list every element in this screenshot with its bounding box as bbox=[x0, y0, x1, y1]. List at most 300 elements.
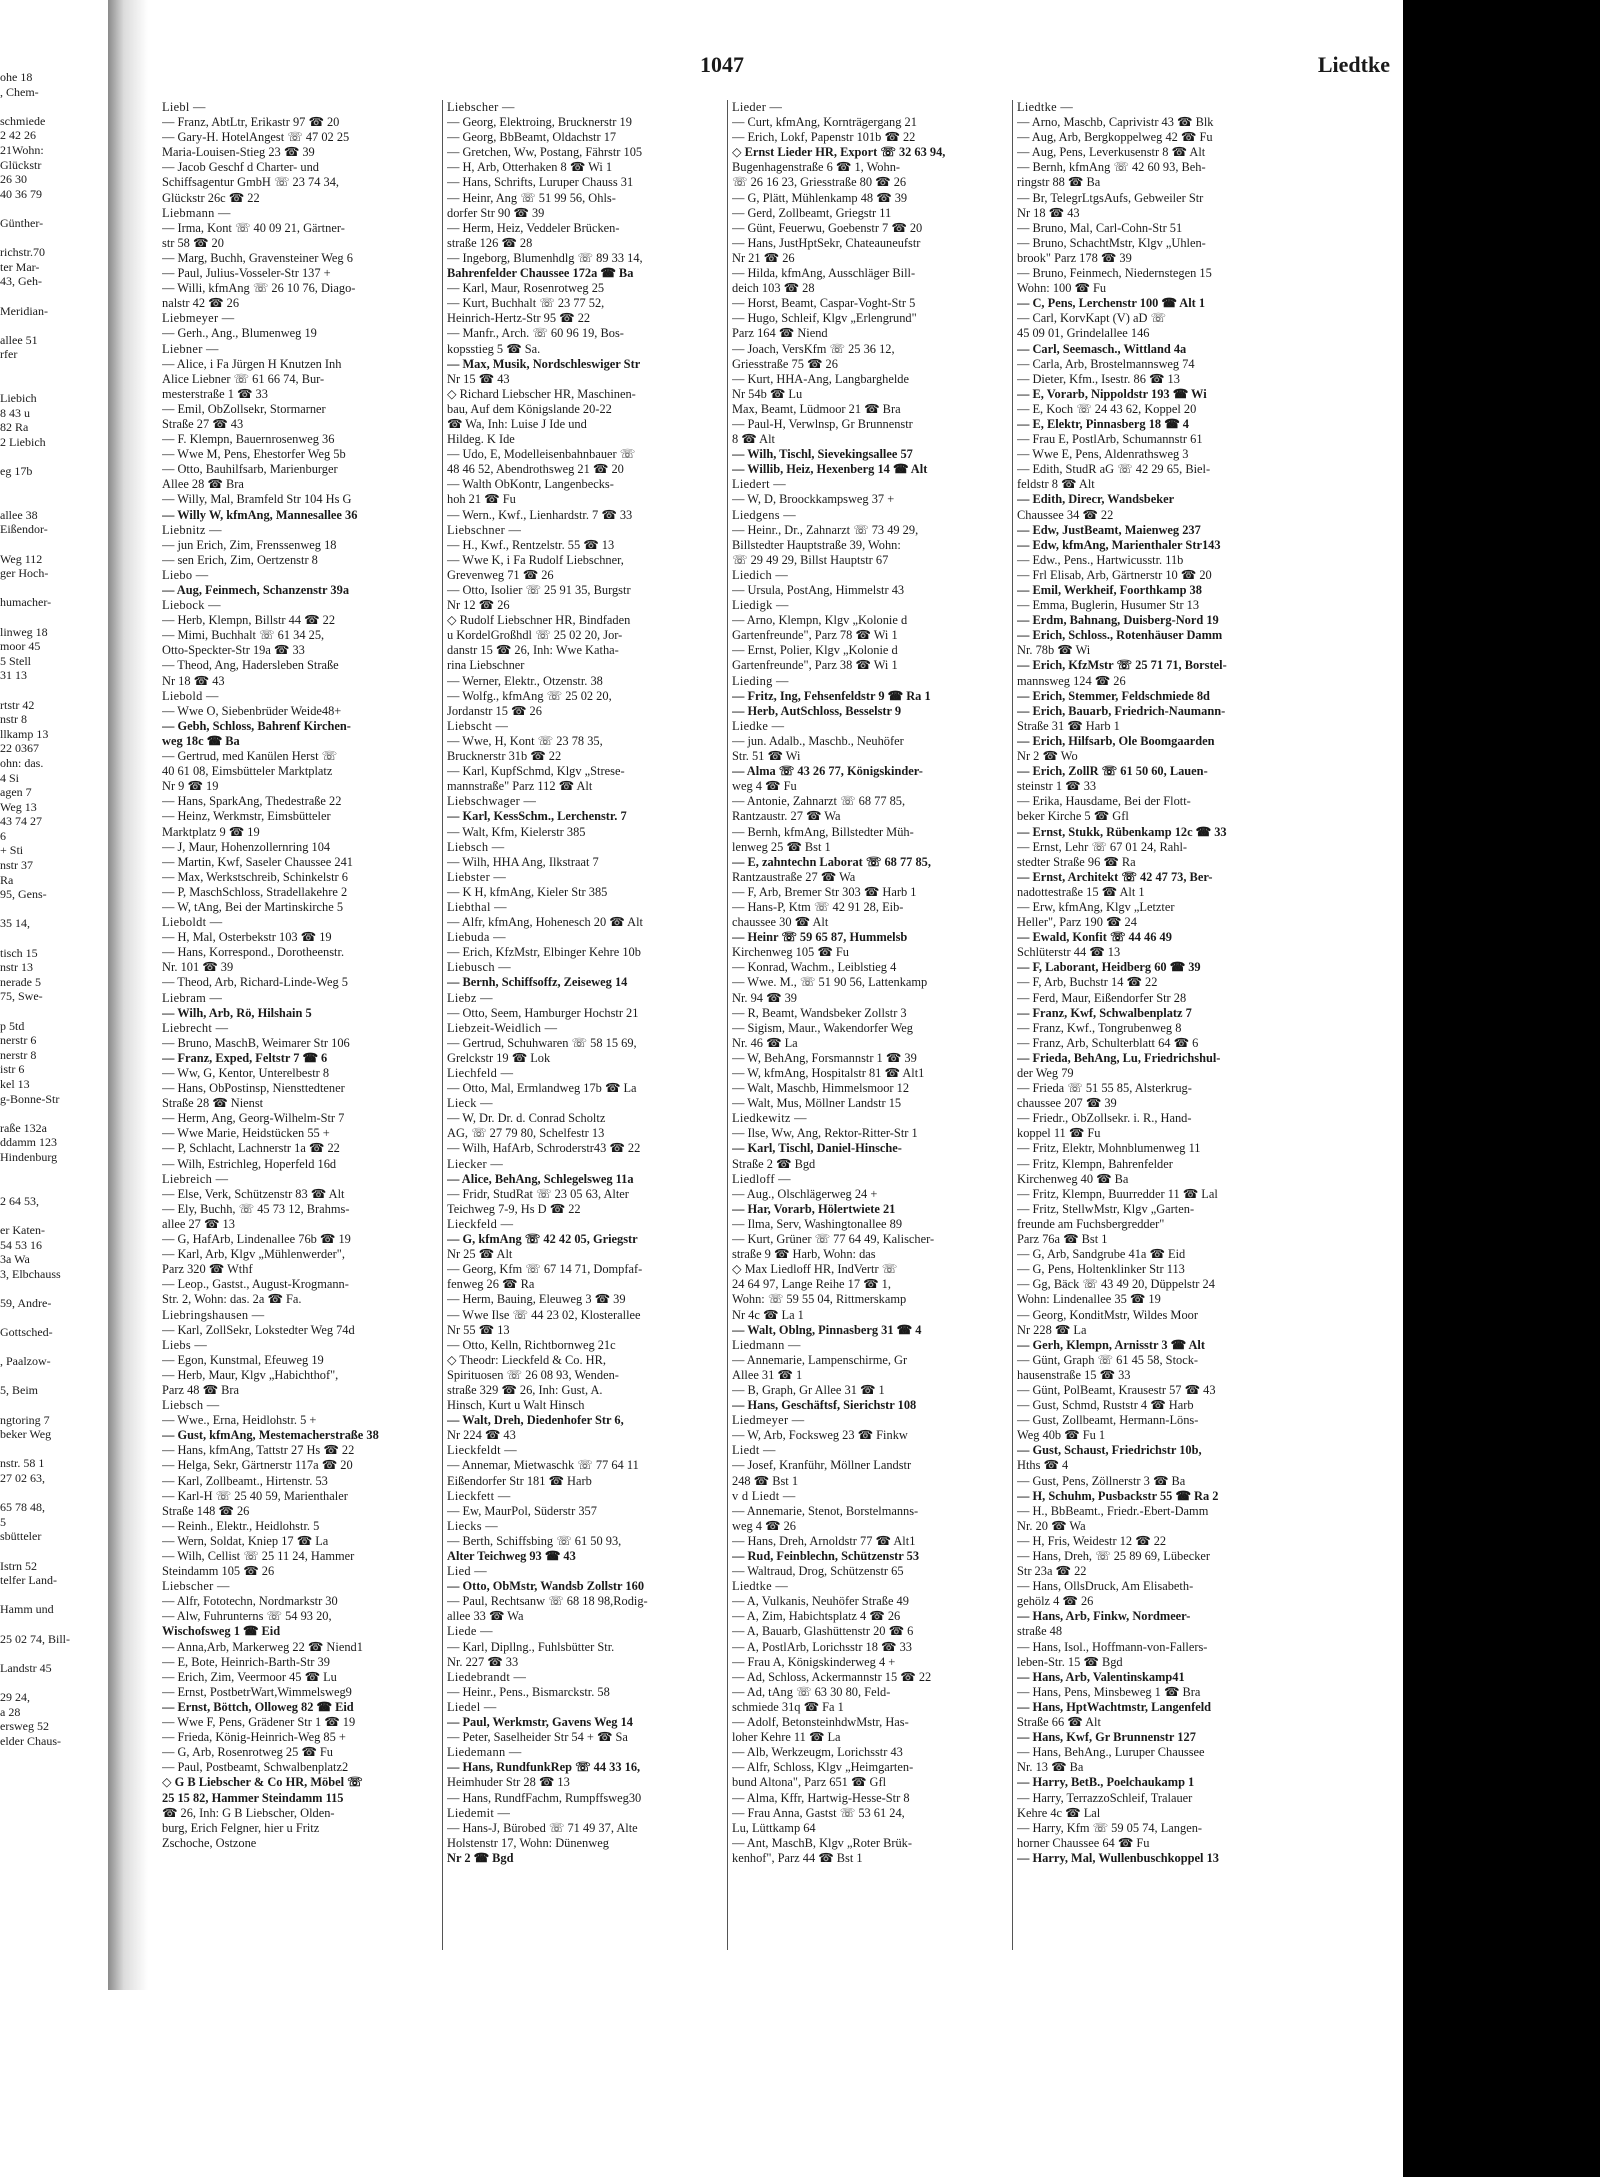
directory-entry-line: — Ernst, Böttch, Olloweg 82 ☎ Eid bbox=[162, 1699, 354, 1714]
directory-entry-line: 25 15 82, Hammer Steindamm 115 bbox=[162, 1790, 344, 1805]
previous-page-line: 26 30 bbox=[0, 172, 27, 187]
directory-entry-line: kopsstieg 5 ☎ Sa. bbox=[447, 341, 541, 356]
previous-page-line: Hamm und bbox=[0, 1602, 54, 1617]
directory-entry-line: Griesstraße 75 ☎ 26 bbox=[732, 356, 838, 371]
directory-entry-line: — Br, TelegrLtgsAufs, Gebweiler Str bbox=[1017, 190, 1204, 205]
surname-heading: Liebsch — bbox=[447, 839, 505, 854]
directory-entry-line: str 58 ☎ 20 bbox=[162, 235, 224, 250]
directory-entry-line: schmiede 31q ☎ Fa 1 bbox=[732, 1699, 844, 1714]
directory-entry-line: — Fritz, Klempn, Buurredder 11 ☎ Lal bbox=[1017, 1186, 1218, 1201]
surname-heading: Liebmeyer — bbox=[162, 311, 235, 326]
directory-entry-line: chaussee 207 ☎ 39 bbox=[1017, 1096, 1117, 1111]
directory-entry-line: — Leop., Gastst., August-Krogmann- bbox=[162, 1277, 349, 1292]
directory-entry-line: — Ad, tAng ☏ 63 30 80, Feld- bbox=[732, 1684, 891, 1699]
surname-heading: Liebnitz — bbox=[162, 522, 222, 537]
surname-heading: Lieckfeldt — bbox=[447, 1443, 517, 1458]
directory-entry-line: mannstraße" Parz 112 ☎ Alt bbox=[447, 779, 593, 794]
directory-entry-line: — Fritz, StellwMstr, Klgv „Garten- bbox=[1017, 1201, 1195, 1216]
previous-page-line: Landstr 45 bbox=[0, 1660, 52, 1675]
directory-entry-line: brook" Parz 178 ☎ 39 bbox=[1017, 250, 1132, 265]
directory-entry-line: — Emma, Buglerin, Husumer Str 13 bbox=[1017, 598, 1200, 613]
directory-entry-line: 8 ☎ Alt bbox=[732, 432, 775, 447]
directory-entry-line: — Frieda, BehAng, Lu, Friedrichshul- bbox=[1017, 1050, 1221, 1065]
directory-entry-line: — Wilh, Arb, Rö, Hilshain 5 bbox=[162, 1005, 312, 1020]
directory-entry-line: — Frieda, König-Heinrich-Weg 85 + bbox=[162, 1730, 346, 1745]
directory-entry-line: steinstr 1 ☎ 33 bbox=[1017, 779, 1097, 794]
directory-entry-line: — Franz, AbtLtr, Erikastr 97 ☎ 20 bbox=[162, 115, 340, 130]
directory-entry-line: — Arno, Maschb, Caprivistr 43 ☎ Blk bbox=[1017, 115, 1214, 130]
directory-entry-line: Rantzaustraße 27 ☎ Wa bbox=[732, 869, 856, 884]
previous-page-line bbox=[0, 537, 110, 552]
column-rule bbox=[727, 100, 728, 1950]
previous-page-line: linweg 18 bbox=[0, 624, 48, 639]
directory-entry-line: — Joach, VersKfm ☏ 25 36 12, bbox=[732, 341, 895, 356]
directory-entry-line: — Otto, Isolier ☏ 25 91 35, Burgstr bbox=[447, 583, 631, 597]
directory-entry-line: der Weg 79 bbox=[1017, 1066, 1074, 1080]
previous-page-line: Gottsched- bbox=[0, 1325, 53, 1340]
previous-page-line bbox=[0, 1442, 110, 1457]
surname-heading: Liebscher — bbox=[447, 100, 515, 114]
directory-entry-line: — Konrad, Wachm., Leiblstieg 4 bbox=[732, 960, 897, 975]
directory-entry-line: — Ilse, Ww, Ang, Rektor-Ritter-Str 1 bbox=[732, 1126, 918, 1141]
directory-entry-line: — C, Pens, Lerchenstr 100 ☎ Alt 1 bbox=[1017, 296, 1206, 311]
previous-page-line bbox=[0, 449, 110, 464]
previous-page-line: ohe 18 bbox=[0, 70, 33, 84]
directory-entry-line: — Herm, Heiz, Veddeler Brücken- bbox=[447, 220, 620, 235]
directory-entry-line: Allee 28 ☎ Bra bbox=[162, 477, 244, 492]
directory-entry-line: koppel 11 ☎ Fu bbox=[1017, 1126, 1101, 1141]
directory-entry-line: ☏ 26 16 23, Griesstraße 80 ☎ 26 bbox=[732, 175, 907, 190]
directory-entry-line: — Wwe Ilse ☏ 44 23 02, Klosterallee bbox=[447, 1307, 641, 1322]
directory-entry-line: — Otto, Mal, Ermlandweg 17b ☎ La bbox=[447, 1081, 637, 1096]
directory-entry-line: — E, Koch ☏ 24 43 62, Koppel 20 bbox=[1017, 401, 1197, 416]
directory-entry-line: Nr 25 ☎ Alt bbox=[447, 1247, 513, 1262]
directory-entry-line: — Hans, Schrifts, Luruper Chauss 31 bbox=[447, 175, 634, 190]
previous-page-line bbox=[0, 289, 110, 304]
directory-entry-line: — Herb, AutSchloss, Besselstr 9 bbox=[732, 703, 902, 718]
directory-entry-line: — Georg, Elektroing, Brucknerstr 19 bbox=[447, 115, 632, 130]
directory-entry-line: stedter Straße 96 ☎ Ra bbox=[1017, 854, 1136, 869]
directory-entry-line: Nr. 101 ☎ 39 bbox=[162, 960, 234, 975]
previous-page-line: nerade 5 bbox=[0, 974, 41, 989]
directory-entry-line: — Martin, Kwf, Saseler Chaussee 241 bbox=[162, 854, 353, 869]
directory-entry-line: — Hans, RundfFachm, Rumpffsweg30 bbox=[447, 1790, 642, 1805]
surname-heading: Liedtke — bbox=[732, 1579, 789, 1594]
directory-entry-line: ringstr 88 ☎ Ba bbox=[1017, 175, 1101, 190]
directory-entry-line: — Walth ObKontr, Langenbecks- bbox=[447, 477, 614, 492]
surname-heading: Liedloff — bbox=[732, 1171, 791, 1186]
surname-heading: Lieckfeld — bbox=[447, 1216, 514, 1231]
directory-entry-line: — Heinr., Pens., Bismarckstr. 58 bbox=[447, 1684, 610, 1699]
previous-page-line: richstr.70 bbox=[0, 245, 45, 260]
directory-entry-line: — H., BbBeamt., Friedr.-Ebert-Damm bbox=[1017, 1503, 1209, 1518]
directory-entry-line: — Karl, KessSchm., Lerchenstr. 7 bbox=[447, 809, 627, 824]
previous-page-line: 3, Elbchauss bbox=[0, 1266, 61, 1281]
directory-entry-line: danstr 15 ☎ 26, Inh: Wwe Katha- bbox=[447, 643, 619, 658]
column-rule bbox=[442, 100, 443, 1950]
directory-entry-line: — Karl, Maur, Rosenrotweg 25 bbox=[447, 281, 605, 296]
directory-entry-line: 40 61 08, Eimsbütteler Marktplatz bbox=[162, 764, 333, 779]
directory-entry-line: — H, Mal, Osterbekstr 103 ☎ 19 bbox=[162, 930, 332, 945]
directory-entry-line: Nr 2 ☎ Bgd bbox=[447, 1850, 514, 1865]
surname-heading: Lieck — bbox=[447, 1096, 493, 1111]
previous-page-line: humacher- bbox=[0, 595, 52, 610]
directory-entry-line: — F, Laborant, Heidberg 60 ☎ 39 bbox=[1017, 960, 1201, 975]
directory-entry-line: — Anna,Arb, Markerweg 22 ☎ Niend1 bbox=[162, 1639, 363, 1654]
directory-entry-line: Wohn: 100 ☎ Fu bbox=[1017, 281, 1107, 296]
directory-entry-line: — Alice, i Fa Jürgen H Knutzen Inh bbox=[162, 356, 342, 371]
previous-page-line: 6 bbox=[0, 828, 6, 843]
directory-entry-line: Nr. 13 ☎ Ba bbox=[1017, 1760, 1084, 1775]
directory-entry-line: — Wwe., Erna, Heidlohstr. 5 + bbox=[162, 1413, 317, 1428]
directory-entry-line: — Gust, Zollbeamt, Hermann-Löns- bbox=[1017, 1413, 1199, 1428]
directory-entry-line: — Heinr ☏ 59 65 87, Hummelsb bbox=[732, 930, 908, 945]
directory-entry-line: — jun. Adalb., Maschb., Neuhöfer bbox=[732, 733, 904, 748]
directory-entry-line: — Dieter, Kfm., Isestr. 86 ☎ 13 bbox=[1017, 371, 1180, 386]
previous-page-line: 5 Stell bbox=[0, 653, 32, 668]
directory-entry-line: — Arno, Klempn, Klgv „Kolonie d bbox=[732, 613, 908, 628]
previous-page-line bbox=[0, 1340, 110, 1355]
directory-entry-line: — Ilma, Serv, Washingtonallee 89 bbox=[732, 1216, 903, 1231]
previous-page-line: 25 02 74, Bill- bbox=[0, 1631, 71, 1646]
directory-entry-line: Nr 15 ☎ 43 bbox=[447, 371, 510, 386]
surname-heading: Liebl — bbox=[162, 100, 206, 114]
directory-entry-line: — Otto, ObMstr, Wandsb Zollstr 160 bbox=[447, 1579, 645, 1594]
directory-entry-line: — Aug, Feinmech, Schanzenstr 39a bbox=[162, 583, 350, 597]
directory-entry-line: Nr 12 ☎ 26 bbox=[447, 598, 510, 613]
directory-entry-line: Schlüterstr 44 ☎ 13 bbox=[1017, 945, 1121, 960]
directory-entry-line: — Frau E, PostlArb, Schumannstr 61 bbox=[1017, 432, 1203, 447]
directory-entry-line: — A, Vulkanis, Neuhöfer Straße 49 bbox=[732, 1594, 909, 1609]
directory-entry-line: — Gust, Schaust, Friedrichstr 10b, bbox=[1017, 1443, 1202, 1458]
previous-page-line: 3a Wa bbox=[0, 1252, 30, 1267]
surname-heading: Liebusch — bbox=[447, 960, 511, 975]
directory-entry-line: — Wwe, H, Kont ☏ 23 78 35, bbox=[447, 733, 603, 748]
directory-entry-line: — Gary-H. HotelAngest ☏ 47 02 25 bbox=[162, 130, 350, 145]
directory-entry-line: horner Chaussee 64 ☎ Fu bbox=[1017, 1835, 1150, 1850]
surname-heading: Liebreich — bbox=[162, 1171, 229, 1186]
previous-page-line bbox=[0, 1486, 110, 1501]
directory-entry-line: Nr 2 ☎ Wo bbox=[1017, 749, 1078, 764]
directory-entry-line: — Hans, Arb, Valentinskamp41 bbox=[1017, 1669, 1185, 1684]
surname-heading: Liebo — bbox=[162, 567, 209, 582]
directory-entry-line: — Karl, Arb, Klgv „Mühlenwerder", bbox=[162, 1247, 345, 1262]
directory-entry-line: — Edw, JustBeamt, Maienweg 237 bbox=[1017, 522, 1201, 537]
directory-entry-line: — Erich, Zim, Veermoor 45 ☎ Lu bbox=[162, 1669, 337, 1684]
previous-page-line bbox=[0, 1646, 110, 1661]
surname-heading: Liecker — bbox=[447, 1156, 504, 1171]
surname-heading: Liechfeld — bbox=[447, 1066, 514, 1080]
previous-page-line bbox=[0, 1106, 110, 1121]
directory-entry-line: — Heinz, Werkmstr, Eimsbütteler bbox=[162, 809, 331, 824]
directory-entry-line: — Aug., Olschlägerweg 24 + bbox=[732, 1186, 878, 1201]
previous-page-line: 43, Geh- bbox=[0, 274, 42, 289]
directory-entry-line: — W, kfmAng, Hospitalstr 81 ☎ Alt1 bbox=[732, 1066, 925, 1080]
directory-entry-line: — Kurt, HHA-Ang, Langbarghelde bbox=[732, 371, 909, 386]
directory-entry-line: — Wwe M, Pens, Ehestorfer Weg 5b bbox=[162, 447, 346, 462]
surname-heading: Liedemit — bbox=[447, 1805, 511, 1820]
directory-entry-line: — Hans-P, Ktm ☏ 42 91 28, Eib- bbox=[732, 899, 904, 914]
previous-page-line: ddamm 123 bbox=[0, 1135, 57, 1150]
directory-entry-line: allee 33 ☎ Wa bbox=[447, 1609, 524, 1624]
directory-entry-line: — Gg, Bäck ☏ 43 49 20, Düppelstr 24 bbox=[1017, 1277, 1215, 1292]
directory-entry-line: — Wwe O, Siebenbrüder Weide48+ bbox=[162, 703, 342, 718]
previous-page-line: 95, Gens- bbox=[0, 887, 47, 902]
directory-entry-line: — Erdm, Bahnang, Duisberg-Nord 19 bbox=[1017, 613, 1219, 628]
directory-entry-line: — Ernst, Architekt ☏ 42 47 73, Ber- bbox=[1017, 869, 1213, 884]
directory-entry-line: Otto-Speckter-Str 19a ☎ 33 bbox=[162, 643, 305, 658]
directory-entry-line: — Georg, KonditMstr, Wildes Moor bbox=[1017, 1307, 1198, 1322]
directory-entry-line: Maria-Louisen-Stieg 23 ☎ 39 bbox=[162, 145, 315, 160]
directory-entry-line: Nr 4c ☎ La 1 bbox=[732, 1307, 804, 1322]
surname-heading: Liedebrandt — bbox=[447, 1669, 527, 1684]
directory-entry-line: Rantzaustr. 27 ☎ Wa bbox=[732, 809, 841, 824]
surname-heading: Liedtke — bbox=[1017, 100, 1074, 114]
directory-entry-line: ◇ Theodr: Lieckfeld & Co. HR, bbox=[447, 1352, 606, 1367]
directory-entry-line: — F, Arb, Buchstr 14 ☎ 22 bbox=[1017, 975, 1158, 990]
directory-entry-line: bau, Auf dem Königslande 20-22 bbox=[447, 401, 612, 416]
previous-page-line: 82 Ra bbox=[0, 420, 29, 435]
directory-entry-line: — Herb, Klempn, Billstr 44 ☎ 22 bbox=[162, 613, 336, 628]
directory-entry-line: — R, Beamt, Wandsbeker Zollstr 3 bbox=[732, 1005, 907, 1020]
directory-entry-line: — Ingeborg, Blumenhdlg ☏ 89 33 14, bbox=[447, 250, 643, 265]
previous-page-line: Glückstr bbox=[0, 157, 42, 172]
directory-entry-line: burg, Erich Felgner, hier u Fritz bbox=[162, 1820, 320, 1835]
directory-entry-line: Nr 21 ☎ 26 bbox=[732, 250, 795, 265]
directory-entry-line: — Otto, Bauhilfsarb, Marienburger bbox=[162, 462, 338, 477]
directory-entry-line: — Wolfg., kfmAng ☏ 25 02 20, bbox=[447, 688, 612, 703]
directory-entry-line: straße 126 ☎ 28 bbox=[447, 235, 533, 250]
surname-heading: Liedemann — bbox=[447, 1745, 522, 1760]
directory-entry-line: freunde am Fuchsbergredder" bbox=[1017, 1216, 1165, 1231]
directory-entry-line: — Gust, kfmAng, Mestemacherstraße 38 bbox=[162, 1428, 379, 1443]
directory-entry-line: rina Liebschner bbox=[447, 658, 525, 673]
directory-entry-line: Nr. 227 ☎ 33 bbox=[447, 1654, 519, 1669]
directory-entry-line: Wischofsweg 1 ☎ Eid bbox=[162, 1624, 281, 1639]
previous-page-line: rfer bbox=[0, 347, 18, 362]
directory-entry-line: — Har, Vorarb, Hölertwiete 21 bbox=[732, 1201, 896, 1216]
previous-page-line: 75, Swe- bbox=[0, 989, 43, 1004]
directory-entry-line: — W, D, Broockkampsweg 37 + bbox=[732, 492, 895, 507]
directory-entry-line: AG, ☏ 27 79 80, Schelfestr 13 bbox=[447, 1126, 605, 1141]
previous-page-line: nstr 37 bbox=[0, 858, 33, 873]
previous-page-line: Istrn 52 bbox=[0, 1558, 37, 1573]
surname-heading: Liedich — bbox=[732, 567, 789, 582]
previous-page-line bbox=[0, 479, 110, 494]
directory-entry-line: — Alw, Fuhrunterns ☏ 54 93 20, bbox=[162, 1609, 332, 1624]
previous-page-line: allee 51 bbox=[0, 332, 38, 347]
previous-page-line bbox=[0, 1675, 110, 1690]
directory-entry-line: — Adolf, BetonsteinhdwMstr, Has- bbox=[732, 1715, 909, 1730]
directory-entry-line: — Wilh, Tischl, Sievekingsallee 57 bbox=[732, 447, 913, 462]
directory-entry-line: — G, Arb, Sandgrube 41a ☎ Eid bbox=[1017, 1247, 1186, 1262]
directory-entry-line: feldstr 8 ☎ Alt bbox=[1017, 477, 1095, 492]
previous-page-line: llkamp 13 bbox=[0, 726, 49, 741]
surname-heading: Liebuda — bbox=[447, 930, 506, 945]
directory-entry-line: — Harry, TerrazzoSchleif, Tralauer bbox=[1017, 1790, 1193, 1805]
directory-entry-line: — Hans, Dreh, ☏ 25 89 69, Lübecker bbox=[1017, 1549, 1211, 1563]
directory-entry-line: Schiffsagentur GmbH ☏ 23 74 34, bbox=[162, 175, 340, 190]
directory-entry-line: — Ant, MaschB, Klgv „Roter Brük- bbox=[732, 1835, 912, 1850]
directory-entry-line: Alter Teichweg 93 ☎ 43 bbox=[447, 1549, 576, 1563]
previous-page-line: a 28 bbox=[0, 1704, 21, 1719]
directory-entry-line: — Paul, Postbeamt, Schwalbenplatz2 bbox=[162, 1760, 349, 1775]
directory-entry-line: — Frl Elisab, Arb, Gärtnerstr 10 ☎ 20 bbox=[1017, 567, 1212, 582]
directory-entry-line: — H, Schuhm, Pusbackstr 55 ☎ Ra 2 bbox=[1017, 1488, 1219, 1503]
surname-heading: Lieckfett — bbox=[447, 1488, 511, 1503]
directory-entry-line: — Erika, Hausdame, Bei der Flott- bbox=[1017, 794, 1191, 809]
directory-entry-line: — Wern., Kwf., Lienhardstr. 7 ☎ 33 bbox=[447, 507, 633, 522]
directory-entry-line: weg 18c ☎ Ba bbox=[162, 733, 240, 748]
directory-entry-line: — Werner, Elektr., Otzenstr. 38 bbox=[447, 673, 603, 688]
previous-page-line: er Katen- bbox=[0, 1222, 45, 1237]
page-header bbox=[160, 52, 1390, 80]
directory-entry-line: — Sigism, Maur., Wakendorfer Weg bbox=[732, 1020, 913, 1035]
previous-page-line bbox=[0, 902, 110, 917]
directory-entry-line: — Franz, Kwf, Schwalbenplatz 7 bbox=[1017, 1005, 1192, 1020]
surname-heading: Liedgens — bbox=[732, 507, 796, 522]
previous-page-line: 27 02 63, bbox=[0, 1471, 45, 1485]
directory-column-4 bbox=[1017, 100, 1397, 1950]
directory-entry-line: — Kurt, Buchhalt ☏ 23 77 52, bbox=[447, 296, 605, 311]
directory-entry-line: — Kurt, Grüner ☏ 77 64 49, Kalischer- bbox=[732, 1232, 935, 1247]
directory-entry-line: — Hans, JustHptSekr, Chateauneufstr bbox=[732, 235, 921, 250]
directory-entry-line: — sen Erich, Zim, Oertzenstr 8 bbox=[162, 552, 318, 567]
directory-entry-line: — Hans, ObPostinsp, Niensttedtener bbox=[162, 1081, 345, 1096]
directory-entry-line: — Max, Werkstschreib, Schinkelstr 6 bbox=[162, 869, 348, 884]
directory-entry-line: — G, Plätt, Mühlenkamp 48 ☎ 39 bbox=[732, 190, 908, 205]
previous-page-line: Hindenburg bbox=[0, 1149, 58, 1164]
directory-entry-line: — Hans, kfmAng, Tattstr 27 Hs ☎ 22 bbox=[162, 1443, 355, 1458]
directory-entry-line: — Fritz, Ing, Fehsenfeldstr 9 ☎ Ra 1 bbox=[732, 688, 931, 703]
directory-entry-line: — Aug, Pens, Leverkusenstr 8 ☎ Alt bbox=[1017, 145, 1206, 160]
directory-entry-line: — Paul, Werkmstr, Gavens Weg 14 bbox=[447, 1715, 633, 1730]
page-gutter-shadow bbox=[108, 0, 148, 1990]
previous-page-line: telfer Land- bbox=[0, 1573, 57, 1588]
surname-heading: Liedmeyer — bbox=[732, 1413, 805, 1428]
directory-entry-line: — Karl, KupfSchmd, Klgv „Strese- bbox=[447, 764, 625, 779]
directory-entry-line: 45 09 01, Grindelallee 146 bbox=[1017, 326, 1150, 341]
directory-entry-line: — Willi, kfmAng ☏ 26 10 76, Diago- bbox=[162, 281, 356, 296]
previous-page-line: 21Wohn: bbox=[0, 142, 44, 157]
directory-entry-line: — Josef, Kranführ, Möllner Landstr bbox=[732, 1458, 912, 1473]
directory-entry-line: — Annemarie, Lampenschirme, Gr bbox=[732, 1352, 908, 1367]
directory-entry-line: Heinrich-Hertz-Str 95 ☎ 22 bbox=[447, 311, 591, 326]
running-head: Liedtke bbox=[1317, 52, 1390, 77]
directory-entry-line: Teichweg 7-9, Hs D ☎ 22 bbox=[447, 1201, 581, 1216]
previous-page-line: 2 42 26 bbox=[0, 128, 36, 143]
directory-entry-line: — Walt, Oblng, Pinnasberg 31 ☎ 4 bbox=[732, 1322, 922, 1337]
previous-page-line: 35 14, bbox=[0, 916, 30, 931]
directory-entry-line: — Edith, Direcr, Wandsbeker bbox=[1017, 492, 1175, 507]
directory-entry-line: — Gerh., Ang., Blumenweg 19 bbox=[162, 326, 317, 341]
directory-entry-line: Gartenfreunde", Parz 78 ☎ Wi 1 bbox=[732, 628, 898, 643]
directory-entry-line: — E, Vorarb, Nippoldstr 193 ☎ Wi bbox=[1017, 386, 1207, 401]
directory-entry-line: Nr 9 ☎ 19 bbox=[162, 779, 219, 794]
directory-entry-line: — Hans, SparkAng, Thedestraße 22 bbox=[162, 794, 342, 809]
previous-page-line bbox=[0, 231, 110, 246]
directory-entry-line: — Ww, G, Kentor, Unterelbestr 8 bbox=[162, 1066, 330, 1080]
directory-entry-line: — Franz, Arb, Schulterblatt 64 ☎ 6 bbox=[1017, 1035, 1199, 1050]
directory-entry-line: hausenstraße 15 ☎ 33 bbox=[1017, 1367, 1131, 1382]
previous-page-line: beker Weg bbox=[0, 1427, 52, 1442]
directory-entry-line: — Theod, Arb, Richard-Linde-Weg 5 bbox=[162, 975, 348, 990]
directory-entry-line: Lu, Lüttkamp 64 bbox=[732, 1820, 816, 1835]
previous-page-line bbox=[0, 376, 110, 391]
directory-entry-line: — Wwe E, Pens, Aldenrathsweg 3 bbox=[1017, 447, 1189, 462]
surname-heading: Liebthal — bbox=[447, 899, 507, 914]
directory-entry-line: — Walt, Dreh, Diedenhofer Str 6, bbox=[447, 1413, 624, 1428]
directory-entry-line: Nr. 78b ☎ Wi bbox=[1017, 643, 1091, 658]
previous-page-line: allee 38 bbox=[0, 507, 38, 522]
directory-entry-line: — Hans, Pens, Minsbeweg 1 ☎ Bra bbox=[1017, 1684, 1201, 1699]
directory-entry-line: — B, Graph, Gr Allee 31 ☎ 1 bbox=[732, 1382, 885, 1397]
surname-heading: Liebscht — bbox=[447, 718, 509, 733]
directory-entry-line: — Wwe. M., ☏ 51 90 56, Lattenkamp bbox=[732, 975, 928, 990]
directory-entry-line: — Hans, Kwf, Gr Brunnenstr 127 bbox=[1017, 1730, 1196, 1745]
directory-entry-line: Alice Liebner ☏ 61 66 74, Bur- bbox=[162, 371, 325, 386]
directory-entry-line: Parz 48 ☎ Bra bbox=[162, 1382, 240, 1397]
surname-heading: Liebscher — bbox=[162, 1579, 230, 1594]
directory-entry-line: Nr. 46 ☎ La bbox=[732, 1035, 798, 1050]
directory-entry-line: — Helga, Sekr, Gärtnerstr 117a ☎ 20 bbox=[162, 1458, 353, 1473]
directory-entry-line: — Ernst, Stukk, Rübenkamp 12c ☎ 33 bbox=[1017, 824, 1227, 839]
directory-entry-line: — Ernst, PostbetrWart,Wimmelsweg9 bbox=[162, 1684, 352, 1699]
directory-entry-line: weg 4 ☎ Fu bbox=[732, 779, 797, 794]
previous-page-line: tisch 15 bbox=[0, 945, 38, 960]
directory-entry-line: — Herm, Bauing, Eleuweg 3 ☎ 39 bbox=[447, 1292, 626, 1307]
directory-entry-line: Nr 224 ☎ 43 bbox=[447, 1428, 516, 1443]
directory-entry-line: — Peter, Saselheider Str 54 + ☎ Sa bbox=[447, 1730, 628, 1745]
previous-page-line: g-Bonne-Str bbox=[0, 1091, 60, 1106]
directory-entry-line: — Harry, Kfm ☏ 59 05 74, Langen- bbox=[1017, 1820, 1203, 1835]
previous-page-line: 5 bbox=[0, 1514, 6, 1529]
directory-entry-line: — Marg, Buchh, Gravensteiner Weg 6 bbox=[162, 250, 353, 265]
previous-page-line: istr 6 bbox=[0, 1062, 25, 1077]
directory-entry-line: bund Altona", Parz 651 ☎ Gfl bbox=[732, 1775, 887, 1790]
directory-entry-line: — Heinr., Dr., Zahnarzt ☏ 73 49 29, bbox=[732, 522, 919, 537]
directory-entry-line: — Fritz, Elektr, Mohnblumenweg 11 bbox=[1017, 1141, 1201, 1156]
previous-page-line bbox=[0, 610, 110, 625]
previous-page-line: ersweg 52 bbox=[0, 1719, 49, 1734]
previous-page-line: 54 53 16 bbox=[0, 1237, 42, 1252]
directory-entry-line: dorfer Str 90 ☎ 39 bbox=[447, 205, 545, 220]
previous-page-line bbox=[0, 362, 110, 377]
directory-entry-line: — Franz, Exped, Feltstr 7 ☎ 6 bbox=[162, 1050, 328, 1065]
directory-entry-line: Straße 27 ☎ 43 bbox=[162, 416, 244, 431]
directory-entry-line: Chaussee 34 ☎ 22 bbox=[1017, 507, 1114, 522]
previous-page-line bbox=[0, 99, 110, 114]
directory-entry-line: loher Kehre 11 ☎ La bbox=[732, 1730, 841, 1745]
directory-entry-line: — P, Schlacht, Lachnerstr 1a ☎ 22 bbox=[162, 1141, 340, 1156]
previous-page-fragment bbox=[0, 70, 110, 1950]
directory-entry-line: — Ernst, Polier, Klgv „Kolonie d bbox=[732, 643, 898, 658]
surname-heading: Liedigk — bbox=[732, 598, 789, 613]
previous-page-line: + Sti bbox=[0, 843, 24, 858]
directory-entry-line: — H, Arb, Otterhaken 8 ☎ Wi 1 bbox=[447, 160, 613, 175]
directory-entry-line: Heller", Parz 190 ☎ 24 bbox=[1017, 915, 1137, 930]
directory-entry-line: — G, HafArb, Lindenallee 76b ☎ 19 bbox=[162, 1232, 351, 1247]
directory-entry-line: — Reinh., Elektr., Heidlohstr. 5 bbox=[162, 1518, 320, 1533]
directory-entry-line: — Erich, Lokf, Papenstr 101b ☎ 22 bbox=[732, 130, 916, 145]
directory-entry-line: — Paul-H, Verwlnsp, Gr Brunnenstr bbox=[732, 416, 913, 431]
directory-entry-line: — Wwe Marie, Heidstücken 55 + bbox=[162, 1126, 330, 1141]
previous-page-line bbox=[0, 931, 110, 946]
previous-page-line: 4 Si bbox=[0, 770, 20, 785]
directory-entry-line: — Herm, Ang, Georg-Wilhelm-Str 7 bbox=[162, 1111, 345, 1126]
directory-entry-line: Heimhuder Str 28 ☎ 13 bbox=[447, 1775, 570, 1790]
previous-page-line: ter Mar- bbox=[0, 259, 40, 274]
